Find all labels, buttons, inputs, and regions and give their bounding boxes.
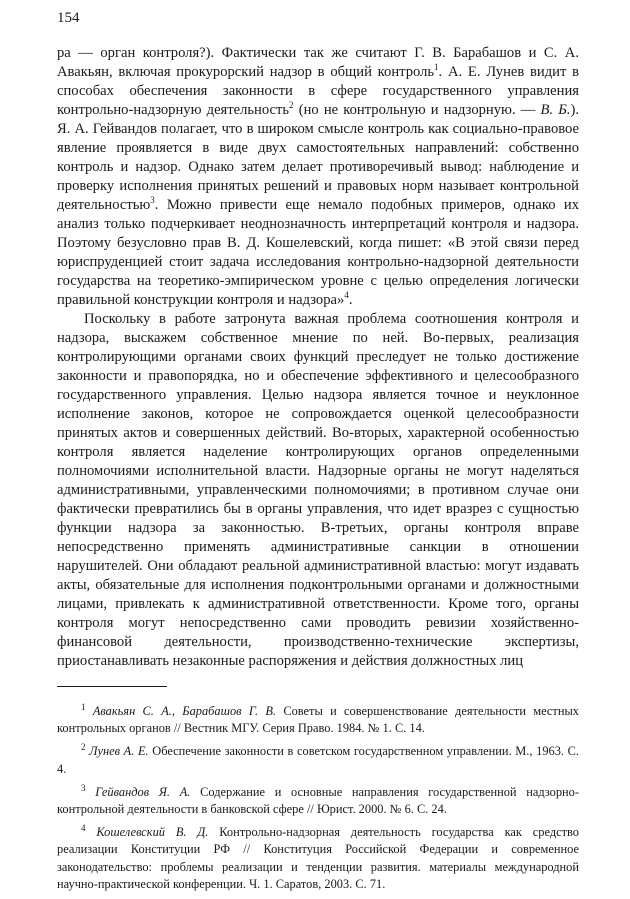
page-number: 154 [57,10,80,26]
footnote-author: Лунев А. Е. [89,744,149,759]
text-run: . Можно привести еще немало подобных примеров, однако их анализ только подчеркивает неоднозначность интерпретаций контроля и надзора. Поэтому безусловно прав В. Д. Кошелевский, когда пишет: «В этой связи перед юриспруденцией стоит задача исследования контрольно-надзорной деятельности государства на теоретико-эмпирическом уровне с целью определения логически правильной конструкции контроля и надзора» [57,197,579,308]
footnotes [57,703,579,899]
footnote-4 [57,824,579,893]
text-run: . [348,292,353,308]
footnote-text: Содержание и основные направления государственной надзорно-контрольной деятельности в банковской сфере // Юрист. 2000. № 6. С. 24. [57,784,579,817]
footnote-ref: 2 [289,100,294,111]
footnote-ref: 1 [434,62,439,73]
footnote-text: Советы и совершенствование деятельности местных контрольных органов // Вестник МГУ. Серия Право. 1984. № 1. С. 14. [57,704,579,736]
italic-text: В. Б. [540,102,571,118]
text-run: . А. Е. Лунев видит в способах обеспечения законности в сфере государственного управления контрольно-надзорную деятельность [57,64,580,118]
footnote-text: Контрольно-надзорная деятельность государства как средство реализации Конституции РФ // Конституция Российской Федерации и современное законодательство: проблемы реализации и тенденции развития. материалы международной научно-практической конференции. Ч. 1. Саратов, 2003. С. 71. [57,825,579,891]
footnote-number: 3 [81,782,86,793]
footnote-2 [57,743,579,777]
footnote-author: Гейвандов Я. А. [95,784,191,799]
footnote-3 [57,784,579,818]
footnote-author: Кошелевский В. Д. [96,825,209,840]
footnote-ref: 3 [150,195,155,206]
paragraph-1 [57,44,579,310]
footnote-ref: 4 [344,290,349,301]
text-run: (но не контрольную и надзорную. — [293,102,541,118]
main-text [57,44,579,671]
footnote-text: Обеспечение законности в советском государственном управлении. М., 1963. С. 4. [57,744,580,776]
text-run: ра — орган контроля?). Фактически так же считают Г. В. Барабашов и С. А. Авакьян, включая прокурорский надзор в общий контроль [57,45,579,80]
footnote-number: 2 [81,742,86,753]
paragraph-2 [57,310,579,671]
footnote-separator [57,686,167,687]
footnote-number: 1 [81,701,86,712]
text-run: Поскольку в работе затронута важная проблема соотношения контроля и надзора, выскажем собственное мнение по ней. Во-первых, реализация контролирующими органами своих функций преследует не только достижение законности и правопорядка, но и обеспечение эффективного и целесообразного государственного управления. Целью надзора является точное и неуклонное исполнение законов, которое не сопровождается оценкой целесообразности принятых актов и совершенных действий. Во-вторых, характерной особенностью контроля является наделение контролирующих органов определенными полномочиями исполнительной власти. Надзорные органы не могут наделяться административными, управленческими полномочиями; в противном случае они фактически превратились бы в органы управления, что идет вразрез с сущностью функции надзора за законностью. В-третьих, органы контроля вправе непосредственно применять административные санкции в отношении нарушителей. Они обладают реальной административной властью: могут издавать акты, обязательные для исполнения подконтрольными органами и должностными лицами, привлекать к административной ответственности. Кроме того, органы контроля могут непосредственно сами проводить ревизии хозяйственно-финансовой деятельности, производственно-технические экспертизы, приостанавливать незаконные распоряжения и действия должностных лиц [57,311,579,669]
footnote-author: Авакьян С. А., Барабашов Г. В. [92,704,277,718]
footnote-number: 4 [81,823,86,834]
text-run: ). Я. А. Гейвандов полагает, что в широком смысле контроль как социально-правовое явление проявляется в виде двух самостоятельных направлений: собственно контроль и надзор. Однако затем делает противоречивый вывод: наблюдение и проверку исполнения принятых решений и правовых норм называет контрольной деятельностью [57,102,579,213]
footnote-1 [57,703,579,737]
